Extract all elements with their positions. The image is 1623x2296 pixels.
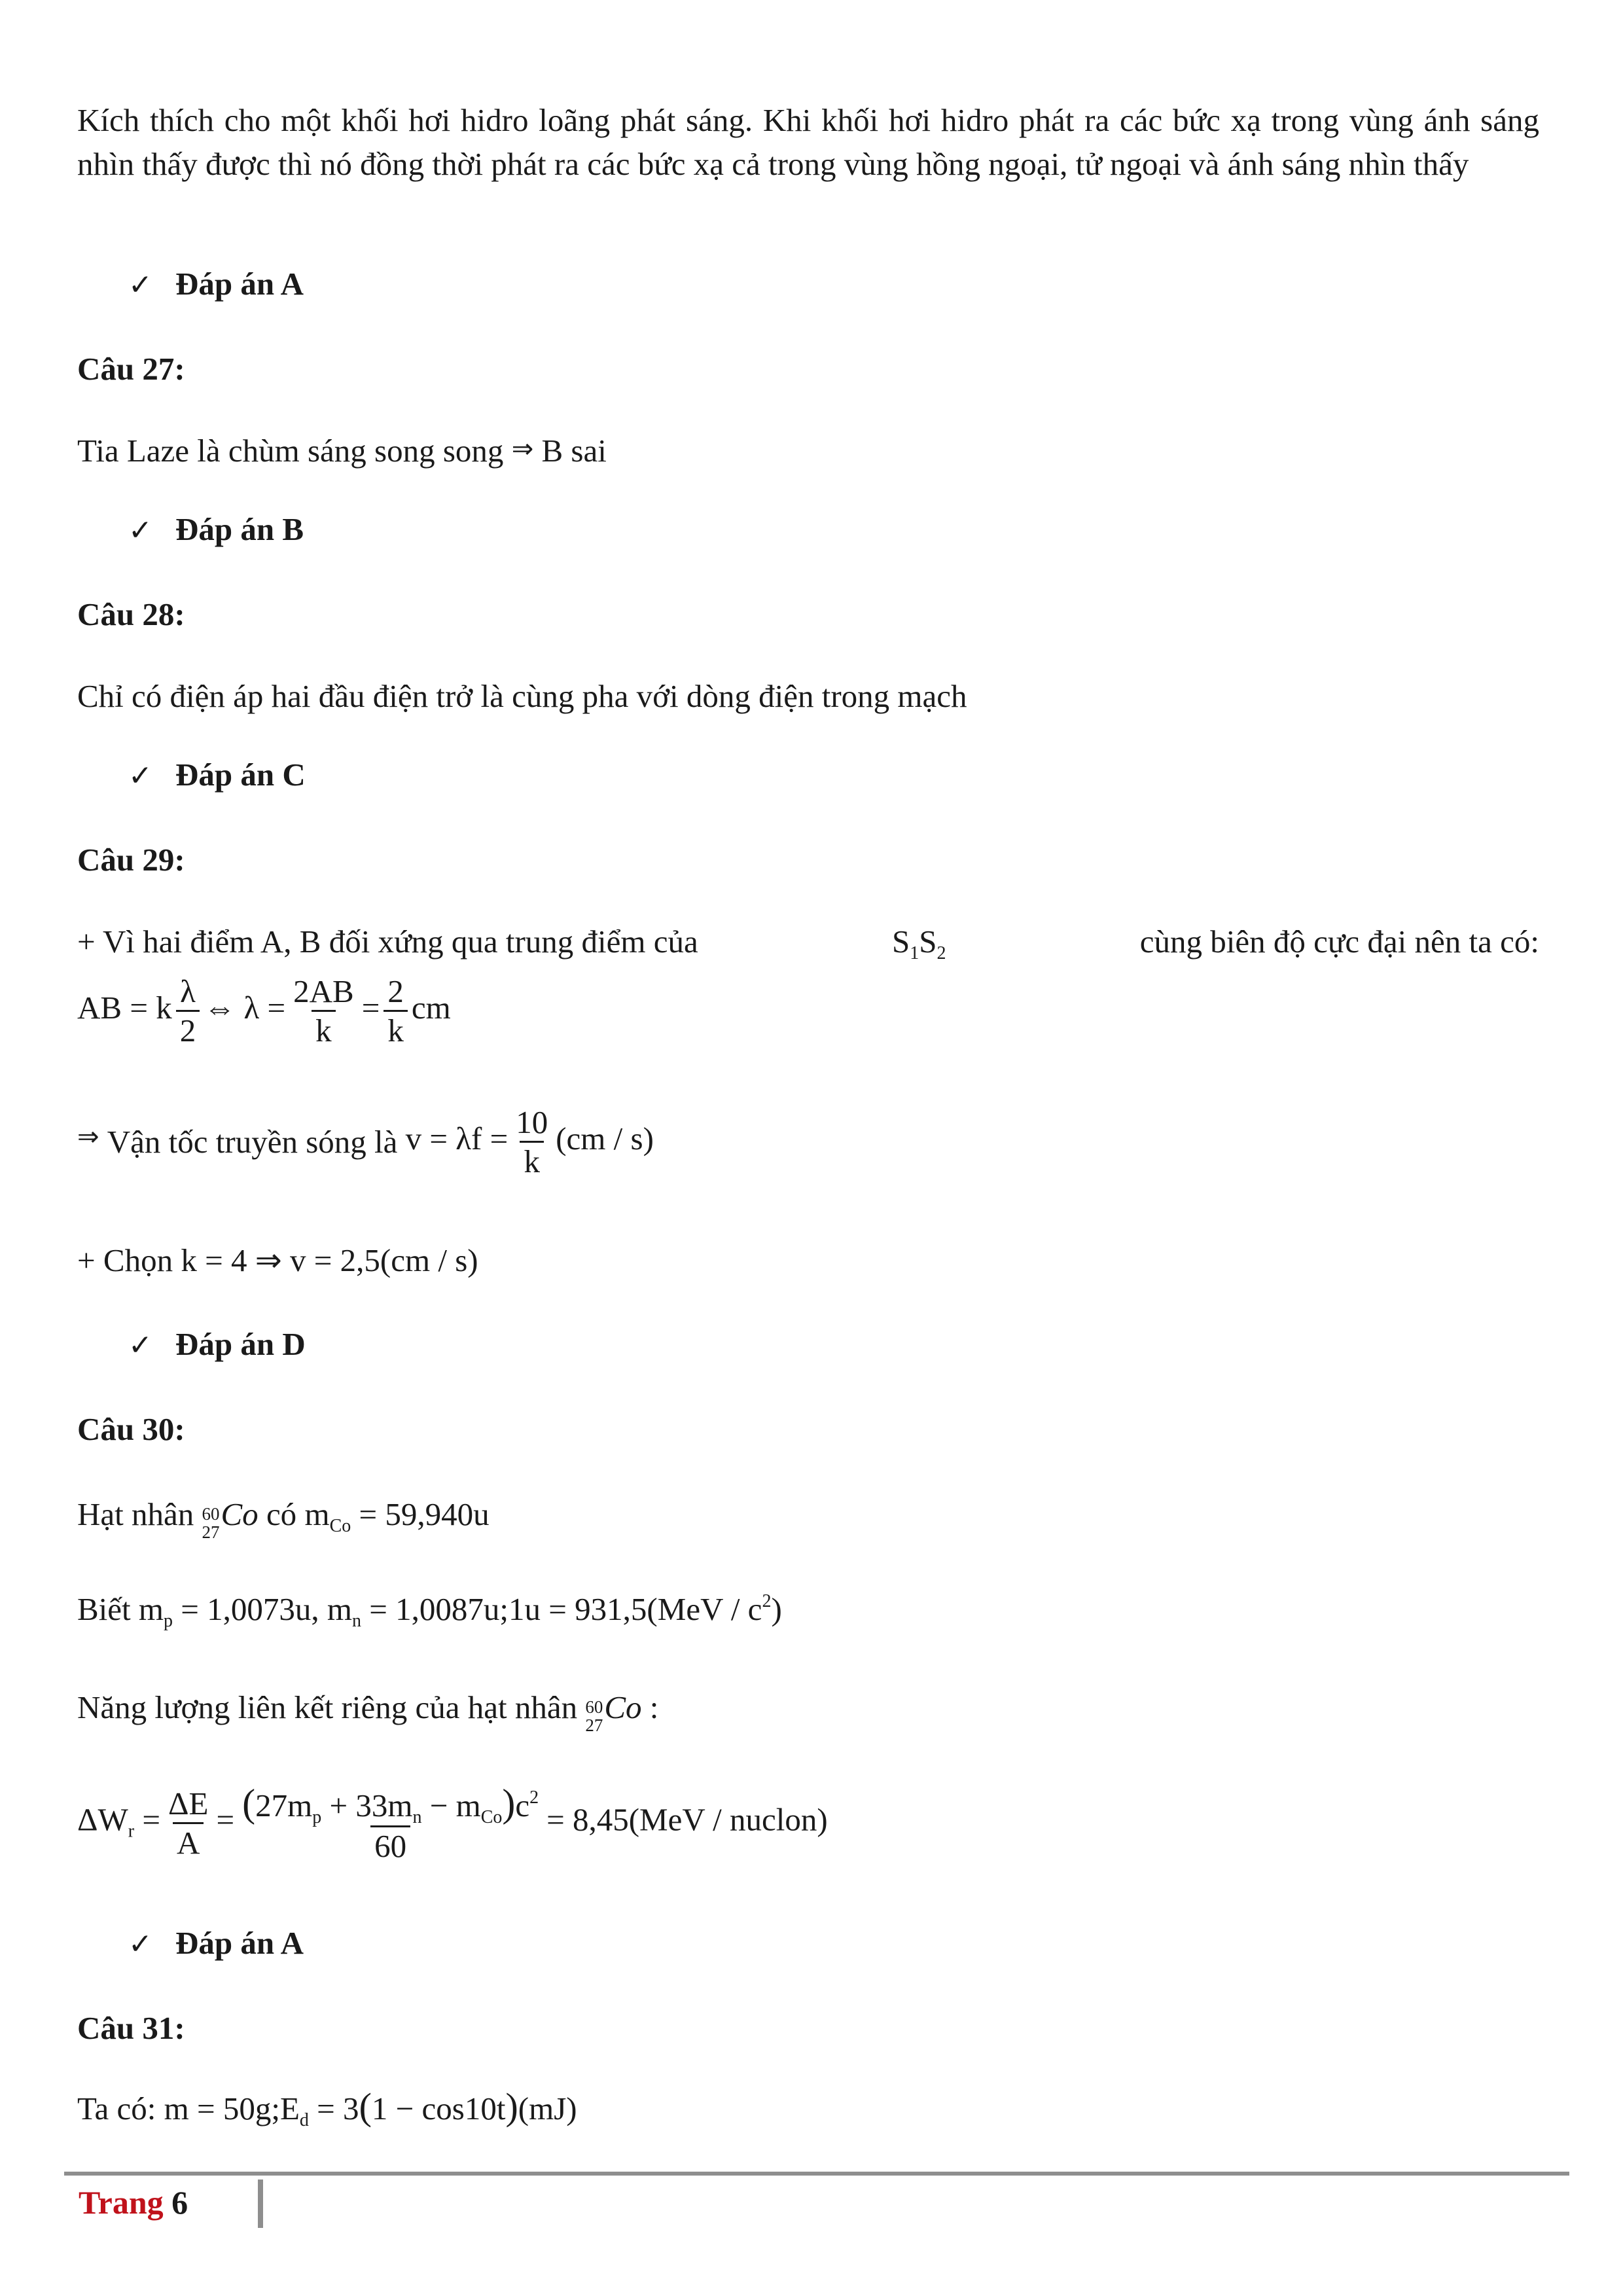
check-mark-icon: ✓ (128, 1928, 152, 1961)
check-mark-icon: ✓ (128, 268, 152, 302)
answer-28: ✓ Đáp án C (128, 757, 306, 793)
q27-title: Câu 27: (77, 351, 185, 387)
q28-title: Câu 28: (77, 596, 185, 632)
q29-choose: + Chọn k = 4 ⇒ v = 2,5(cm / s) (77, 1242, 478, 1278)
footer-label: Trang (79, 2184, 164, 2221)
check-mark-icon: ✓ (128, 514, 152, 547)
intro-paragraph: Kích thích cho một khối hơi hidro loãng phát sáng. Khi khối hơi hidro phát ra các bức xạ trong vùng ánh sáng nhìn thấy được thì nó đồng thời phát ra các bức xạ cả trong vùng hồng ngoại, tử ngoại và ánh sáng nhìn thấy (77, 102, 1539, 182)
answer-27: ✓ Đáp án B (128, 511, 304, 547)
page-footer (79, 2183, 188, 2221)
q27-text: Tia Laze là chùm sáng song song ⇒ B sai (77, 433, 607, 469)
answer-29: ✓ Đáp án D (128, 1326, 306, 1362)
q30-given: Biết $m_p = 1,0073u$, $m_n$ = 1,0087u;1u = $931,5(MeV / c^2)$ (77, 1591, 782, 1631)
right-double-arrow-icon: ⇒ (511, 434, 534, 464)
q29-velocity: ⇒ Vận tốc truyền sóng là v = λf = $\frac{10}{k}$ (cm / s) (77, 1104, 654, 1179)
check-mark-icon: ✓ (128, 759, 152, 793)
check-mark-icon: ✓ (128, 1329, 152, 1362)
q30-title: Câu 30: (77, 1411, 185, 1447)
q31-text: Ta có: $m = 50g;E_d = 3(1 - \cos 10t)(mJ)$ (77, 2085, 577, 2130)
q29-formula-ab: AB = k $\frac{\lambda}{2}$ ⇔ λ = $\frac{2AB}{k}$ = $\frac{2}{k}$ cm (77, 973, 451, 1049)
q30-nucleus: Hạt nhân 60 27 Co có $m_{Co} = 59,940u$ (77, 1496, 490, 1542)
page-number: 6 (171, 2184, 188, 2221)
q30-energy-text: Năng lượng liên kết riêng của hạt nhân 60 27 Co : (77, 1689, 659, 1735)
answer-26: ✓ Đáp án A (128, 266, 304, 302)
footer-divider (64, 2172, 1569, 2176)
q31-title: Câu 31: (77, 2010, 185, 2046)
s1s2-symbol: $S_1S_2$ (891, 924, 946, 963)
q28-text: Chỉ có điện áp hai đầu điện trở là cùng pha với dòng điện trong mạch (77, 678, 967, 714)
q30-formula: $\Delta W_r$ = $\frac{\Delta E}{A}$ = $\frac{(27m_p + 33m_n - m_{Co})c^2}{60}$ = 8,45(MeV / nuclon) (77, 1782, 828, 1864)
q29-line1: + Vì hai điểm A, B đối xứng qua trung điểm của $S_1S_2$ cùng biên độ cực đại nên ta có: (77, 920, 1539, 963)
q29-title: Câu 29: (77, 842, 185, 878)
footer-vertical-bar (258, 2179, 263, 2228)
right-double-arrow-icon: ⇒ (77, 1121, 99, 1152)
answer-30: ✓ Đáp án A (128, 1925, 304, 1961)
